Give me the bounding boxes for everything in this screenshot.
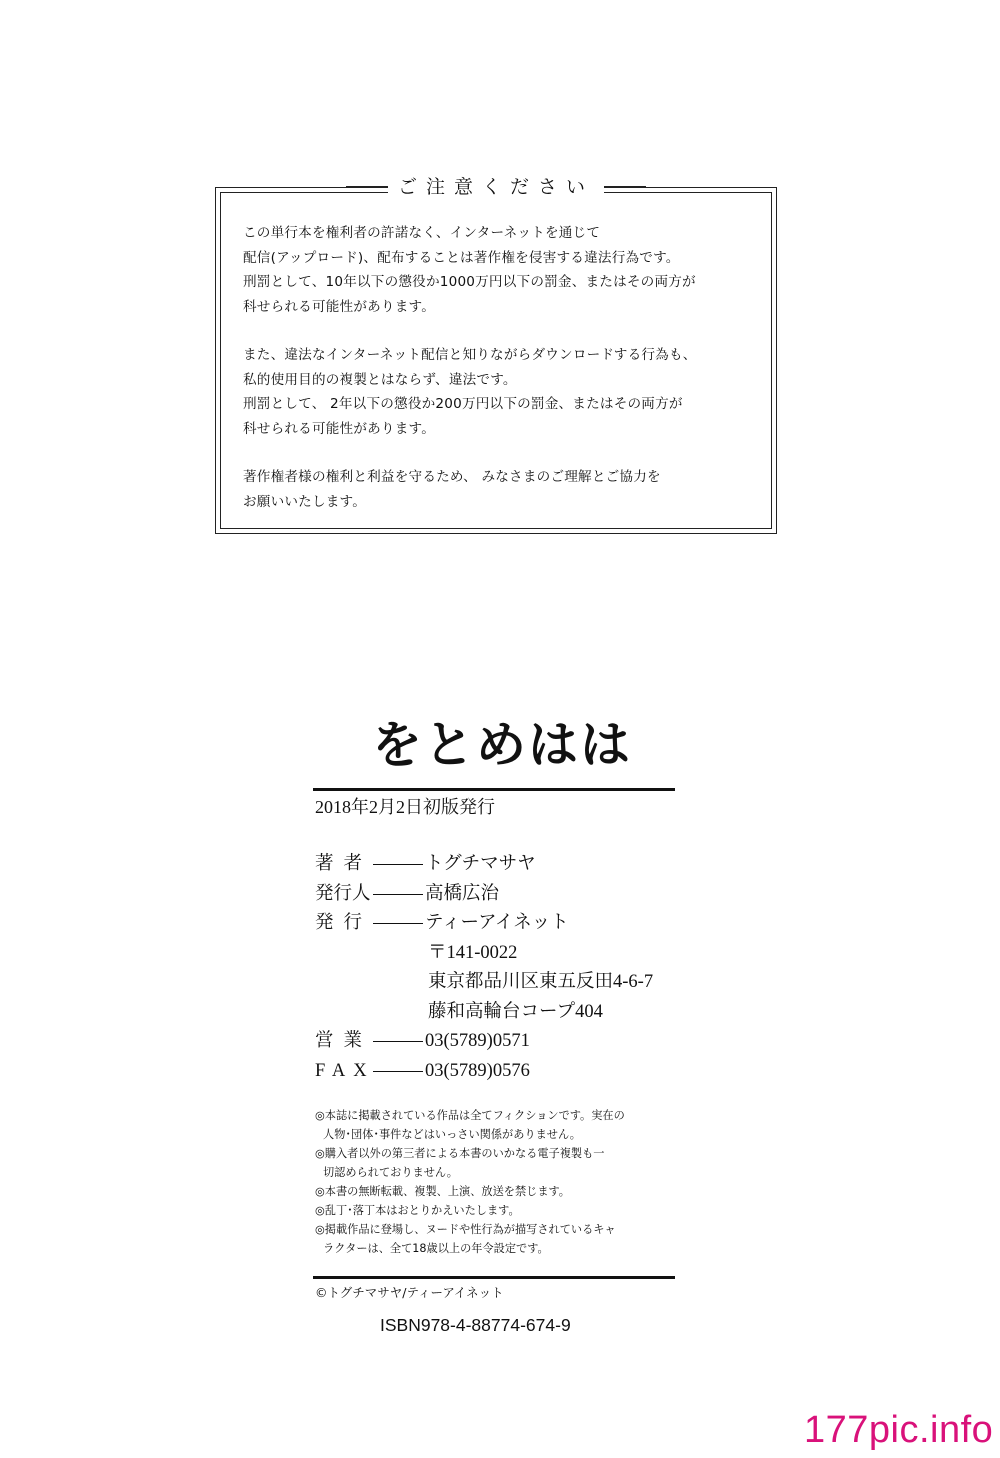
notice-line: 科せられる可能性があります。 xyxy=(243,298,436,315)
note-line: ◎本誌に掲載されている作品は全てフィクションです。実在の xyxy=(315,1109,625,1122)
author-label: 著者 xyxy=(315,854,373,874)
dash-leader xyxy=(373,864,423,865)
notice-paragraph-3 xyxy=(243,465,763,514)
note-line: ラクターは、全て18歳以上の年令設定です。 xyxy=(323,1242,549,1255)
sales-phone: 03(5789)0571 xyxy=(425,1031,530,1051)
notice-title-text: ご注意ください xyxy=(388,174,604,200)
watermark: 177pic.info xyxy=(804,1409,994,1451)
fax-number: 03(5789)0576 xyxy=(425,1060,530,1081)
publication-date: 2018年2月2日初版発行 xyxy=(315,797,495,817)
postal-code: 〒141-0022 xyxy=(428,942,518,963)
publisher-label: 発行 xyxy=(315,913,373,933)
author-value: トグチマサヤ xyxy=(425,854,536,874)
publisher-person-value: 高橋広治 xyxy=(425,883,500,904)
notice-paragraph-1 xyxy=(243,221,763,319)
dash-leader xyxy=(373,923,423,924)
dash-leader xyxy=(373,1071,423,1072)
notice-line: この単行本を権利者の許諾なく、インターネットを通じて xyxy=(243,225,601,241)
notice-line: 刑罰として、10年以下の懲役か1000万円以下の罰金、またはその両方が xyxy=(243,274,696,290)
notice-paragraph-2 xyxy=(243,343,763,441)
notice-line: 著作権者様の権利と利益を守るため、 みなさまのご理解とご協力を xyxy=(243,469,661,485)
publisher-person-label: 発行人 xyxy=(315,883,371,904)
footer-rule xyxy=(313,1276,675,1279)
notice-line: 配信(アップロード)、配布することは著作権を侵害する違法行為です。 xyxy=(243,249,680,266)
legal-notes xyxy=(315,1106,675,1258)
publisher-value: ティーアイネット xyxy=(425,913,569,933)
note-line: ◎掲載作品に登場し、ヌードや性行為が描写されているキャ xyxy=(315,1223,616,1236)
publisher-row xyxy=(315,909,653,939)
sales-label: 営業 xyxy=(315,1031,373,1051)
copyright-line: ©トグチマサヤ/ティーアイネット xyxy=(315,1285,504,1300)
book-title: をとめはは xyxy=(372,715,632,774)
credits-block xyxy=(315,850,653,1086)
notice-line: また、違法なインターネット配信と知りながらダウンロードする行為も、 xyxy=(243,347,697,363)
dash-leader xyxy=(373,894,423,895)
note-line: ◎購入者以外の第三者による本書のいかなる電子複製も一 xyxy=(315,1147,605,1160)
notice-line: 私的使用目的の複製とはならず、違法です。 xyxy=(243,371,517,388)
notice-body xyxy=(243,221,763,514)
title-rule xyxy=(313,788,675,791)
notice-title xyxy=(216,174,776,200)
fax-row xyxy=(315,1057,653,1087)
note-line: ◎乱丁･落丁本はおとりかえいたします。 xyxy=(315,1204,520,1217)
publisher-person-row xyxy=(315,880,653,910)
address-line-1: 東京都品川区東五反田4-6-7 xyxy=(428,972,654,992)
note-line: 人物･団体･事件などはいっさい関係がありません。 xyxy=(323,1128,581,1141)
notice-line: お願いいたします。 xyxy=(243,493,367,510)
notice-line: 刑罰として、 2年以下の懲役か200万円以下の罰金、またはその両方が xyxy=(243,396,683,412)
address-line-2: 藤和高輪台コープ404 xyxy=(428,1001,603,1022)
notice-box xyxy=(215,176,777,534)
dash-leader xyxy=(373,1041,423,1042)
isbn: ISBN978-4-88774-674-9 xyxy=(380,1315,571,1335)
notice-line: 科せられる可能性があります。 xyxy=(243,420,436,437)
author-row xyxy=(315,850,653,880)
sales-row xyxy=(315,1027,653,1057)
note-line: 切認められておりません。 xyxy=(323,1166,458,1179)
fax-label: FAX xyxy=(315,1060,375,1081)
note-line: ◎本書の無断転載、複製、上演、放送を禁じます。 xyxy=(315,1185,570,1198)
